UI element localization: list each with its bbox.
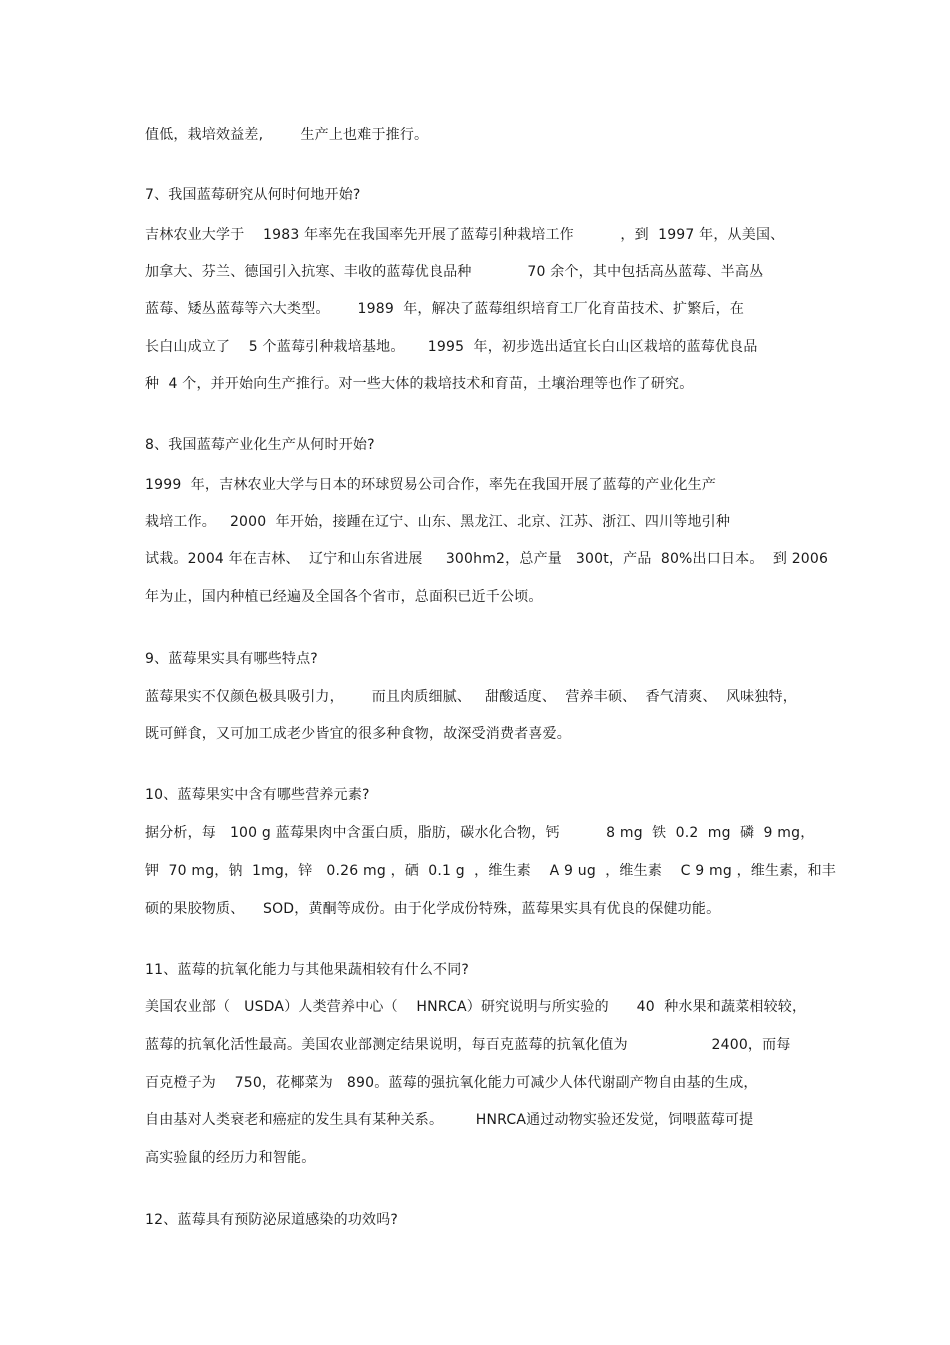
paragraph-line: 值低，栽培效益差, 生产上也难于推行。 [145, 127, 429, 143]
question-heading: 7、我国蓝莓研究从何时何地开始? [145, 187, 361, 203]
question-heading: 8、我国蓝莓产业化生产从何时开始? [145, 437, 375, 453]
paragraph-line: 美国农业部（ USDA）人类营养中心（ HNRCA）研究说明与所实验的 40 种水果和蔬菜相较较， [145, 999, 807, 1015]
paragraph-line: 钾 70 mg，钠 1mg，锌 0.26 mg ，硒 0.1 g ，维生素 A 9 ug ，维生素 C 9 mg ，维生素，和丰 [145, 863, 836, 879]
paragraph-line: 种 4 个，并开始向生产推行。对一些大体的栽培技术和育苗，土壤治理等也作了研究。 [145, 376, 694, 392]
paragraph-line: 硕的果胶物质、 SOD，黄酮等成份。由于化学成份特殊，蓝莓果实具有优良的保健功能。 [145, 901, 721, 917]
question-heading: 10、蓝莓果实中含有哪些营养元素? [145, 787, 370, 803]
question-heading: 11、蓝莓的抗氧化能力与其他果蔬相较有什么不同? [145, 962, 470, 978]
paragraph-line: 栽培工作。 2000 年开始，接踵在辽宁、山东、黑龙江、北京、江苏、浙江、四川等地引种 [145, 514, 731, 530]
paragraph-line: 高实验鼠的经历力和智能。 [145, 1150, 316, 1166]
paragraph-line: 吉林农业大学于 1983 年率先在我国率先开展了蓝莓引种栽培工作 ，到 1997 年，从美国、 [145, 227, 785, 243]
paragraph-line: 据分析，每 100 g 蓝莓果肉中含蛋白质，脂肪，碳水化合物，钙 8 mg 铁 0.2 mg 磷 9 mg， [145, 825, 815, 841]
paragraph-line: 自由基对人类衰老和癌症的发生具有某种关系。 HNRCA通过动物实验还发觉，饲喂蓝莓可提 [145, 1112, 754, 1128]
paragraph-line: 加拿大、芬兰、德国引入抗寒、丰收的蓝莓优良品种 70 余个，其中包括高丛蓝莓、半高丛 [145, 264, 764, 280]
question-heading: 9、蓝莓果实具有哪些特点? [145, 651, 318, 667]
paragraph-line: 1999 年，吉林农业大学与日本的环球贸易公司合作，率先在我国开展了蓝莓的产业化生产 [145, 477, 717, 493]
paragraph-line: 百克橙子为 750，花椰菜为 890。蓝莓的强抗氧化能力可减少人体代谢副产物自由基的生成， [145, 1075, 758, 1091]
paragraph-line: 蓝莓、矮丛蓝莓等六大类型。 1989 年，解决了蓝莓组织培育工厂化育苗技术、扩繁后，在 [145, 301, 745, 317]
paragraph-line: 蓝莓的抗氧化活性最高。美国农业部测定结果说明，每百克蓝莓的抗氧化值为 2400，而每 [145, 1037, 791, 1053]
paragraph-line: 试栽。2004 年在吉林、 辽宁和山东省进展 300hm2，总产量 300t，产品 80%出口日本。 到 2006 [145, 551, 829, 567]
paragraph-line: 长白山成立了 5 个蓝莓引种栽培基地。 1995 年，初步选出适宜长白山区栽培的蓝莓优良品 [145, 339, 758, 355]
paragraph-line: 既可鲜食，又可加工成老少皆宜的很多种食物，故深受消费者喜爱。 [145, 726, 571, 742]
paragraph-line: 年为止，国内种植已经遍及全国各个省市，总面积已近千公顷。 [145, 589, 543, 605]
question-heading: 12、蓝莓具有预防泌尿道感染的功效吗? [145, 1212, 399, 1228]
paragraph-line: 蓝莓果实不仅颜色极具吸引力， 而且肉质细腻、 甜酸适度、 营养丰硕、 香气清爽、 风味独特， [145, 689, 797, 705]
